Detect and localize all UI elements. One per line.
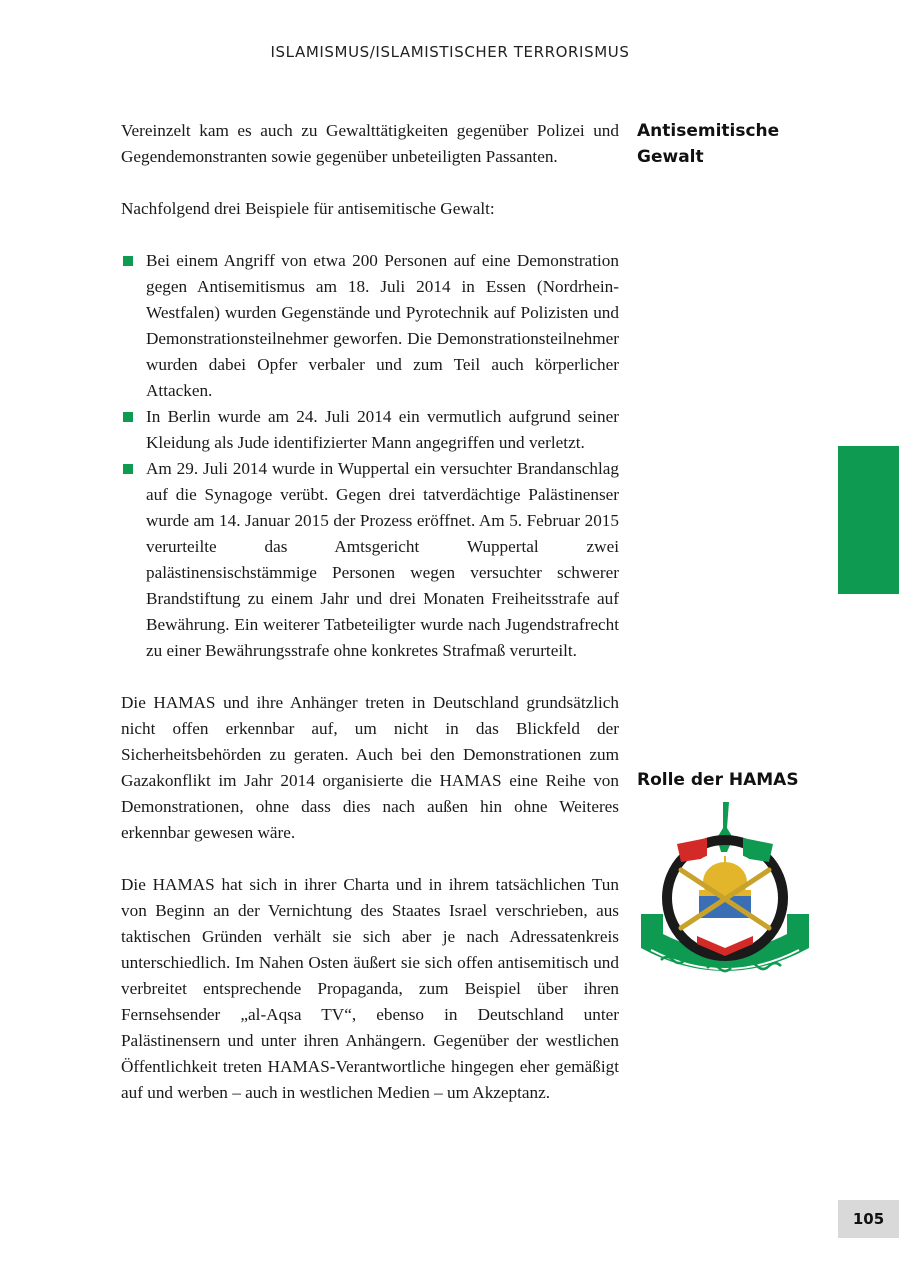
green-square-bullet-icon (123, 412, 133, 422)
running-header: ISLAMISMUS/ISLAMISTISCHER TERRORISMUS (270, 43, 630, 61)
paragraph: Nachfolgend drei Beispiele für antisemitische Gewalt: (121, 199, 495, 218)
hamas-emblem-icon (637, 798, 813, 994)
main-text-column (121, 118, 619, 1106)
green-square-bullet-icon (123, 464, 133, 474)
list-item (121, 404, 619, 456)
paragraph: Die HAMAS und ihre Anhänger treten in Deutschland grundsätzlich nicht offen erkennbar auf, um nicht in das Blickfeld der Sicherheitsbehörden zu geraten. Auch bei den Demonstrationen zum Gazakonflikt im Jahr 2014 organisierte die HAMAS eine Reihe von Demonstrationen, ohne dass dies nach außen hin ohne Weiteres erkennbar gewesen wäre. (121, 693, 619, 842)
side-heading-line: Gewalt (637, 147, 704, 167)
list-item (121, 456, 619, 664)
page-number: 105 (838, 1200, 899, 1238)
list-item-text: Bei einem Angriff von etwa 200 Personen auf eine Demonstration gegen Antisemitismus am 18. Juli 2014 in Essen (Nordrhein-Westfalen) wurden Gegenstände und Pyrotechnik auf Polizisten und Demonstrationsteilnehmer geworfen. Die Demonstrationsteilnehmer wurden dabei Opfer verbaler und zum Teil auch körperlicher Attacken. (146, 251, 619, 400)
list-item-text: Am 29. Juli 2014 wurde in Wuppertal ein versuchter Brandanschlag auf die Synagoge verübt. Gegen drei tatverdächtige Palästinenser wurde am 14. Januar 2015 der Prozess eröffnet. Am 5. Februar 2015 verurteilte das Amtsgericht Wuppertal zwei palästinensischstämmige Personen wegen versuchter schwerer Brandstiftung zu einem Jahr und drei Monaten Freiheitsstrafe auf Bewährung. Ein weiterer Tatbeteiligter wurde nach Jugendstrafrecht zu einer Bewährungsstrafe ohne konkretes Strafmaß verurteilt. (146, 459, 619, 660)
list-item (121, 248, 619, 404)
side-heading-line: Antisemitische (637, 121, 780, 141)
list-item-text: In Berlin wurde am 24. Juli 2014 ein vermutlich aufgrund seiner Kleidung als Jude identifizierter Mann angegriffen und verletzt. (146, 407, 619, 452)
side-heading-antisemitic-violence (637, 118, 837, 170)
paragraph: Die HAMAS hat sich in ihrer Charta und in ihrem tatsächlichen Tun von Beginn an der Vernichtung des Staates Israel verschrieben, aus taktischen Gründen verhält sie sich aber je nach Adressatenkreis unterschiedlich. Im Nahen Osten äußert sie sich offen antisemitisch und verbreitet entsprechende Propaganda, zum Beispiel über ihren Fernsehsender „al-Aqsa TV“, ebenso in Deutschland unter Palästinensern und unter ihren Anhängern. Gegenüber der westlichen Öffentlichkeit treten HAMAS-Verantwortliche hingegen eher gemäßigt auf und werben – auch in westlichen Medien – um Akzeptanz. (121, 875, 619, 1102)
examples-list (121, 248, 619, 664)
chapter-tab-marker (838, 446, 899, 594)
green-square-bullet-icon (123, 256, 133, 266)
side-heading-hamas-role: Rolle der HAMAS (637, 770, 799, 790)
paragraph: Vereinzelt kam es auch zu Gewalttätigkeiten gegenüber Polizei und Gegendemonstranten sowie gegenüber unbeteiligten Passanten. (121, 121, 619, 166)
